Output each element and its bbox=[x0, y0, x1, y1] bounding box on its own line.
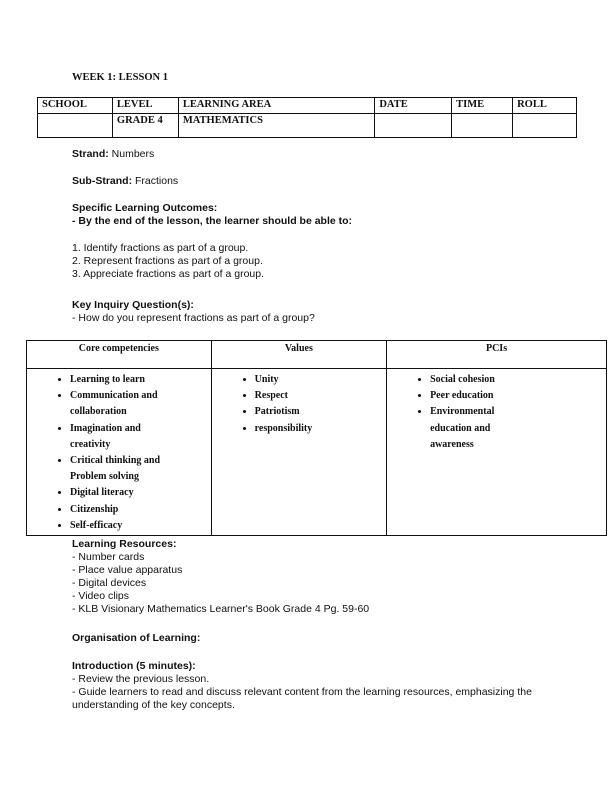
competencies-table bbox=[26, 340, 607, 536]
value-level: GRADE 4 bbox=[112, 114, 178, 138]
pci-item: • Environmental education and awareness bbox=[430, 404, 505, 453]
sub-strand bbox=[72, 175, 178, 188]
sub-strand-label: Sub-Strand: bbox=[72, 175, 133, 187]
resource-item: - Number cards bbox=[72, 551, 145, 563]
introduction-item: - Review the previous lesson. bbox=[72, 673, 210, 685]
core-competency-item: • Self-efficacy bbox=[70, 518, 182, 534]
header-row bbox=[38, 98, 577, 114]
header-values: Values bbox=[211, 341, 386, 369]
value-item: • Respect bbox=[255, 388, 385, 404]
core-competency-item: • Digital literacy bbox=[70, 485, 182, 501]
header-level: LEVEL bbox=[112, 98, 178, 114]
introduction-item: - Guide learners to read and discuss relevant content from the learning resources, emphasizing the understanding of the key concepts. bbox=[72, 686, 532, 711]
header-time: TIME bbox=[452, 98, 513, 114]
resource-item: - Video clips bbox=[72, 590, 130, 602]
value-item: • responsibility bbox=[255, 421, 385, 437]
specific-learning-outcomes bbox=[72, 202, 352, 228]
header-learning-area: LEARNING AREA bbox=[178, 98, 375, 114]
core-competency-item: • Citizenship bbox=[70, 502, 182, 518]
header-pcis: PCIs bbox=[387, 341, 607, 369]
lesson-header-table bbox=[37, 97, 577, 138]
slo-intro: - By the end of the lesson, the learner should be able to: bbox=[72, 215, 353, 227]
strand-value: Numbers bbox=[108, 148, 155, 160]
strand-label: Strand: bbox=[72, 148, 109, 160]
value-roll bbox=[513, 114, 577, 138]
outcomes-list bbox=[72, 242, 264, 281]
slo-heading: Specific Learning Outcomes: bbox=[72, 202, 218, 214]
value-item: • Unity bbox=[255, 372, 385, 388]
header-school: SCHOOL bbox=[38, 98, 113, 114]
organisation-heading: Organisation of Learning: bbox=[72, 632, 201, 644]
value-item: • Patriotism bbox=[255, 404, 385, 420]
resource-item: - KLB Visionary Mathematics Learner's Book Grade 4 Pg. 59-60 bbox=[72, 603, 370, 615]
kiq-heading: Key Inquiry Question(s): bbox=[72, 299, 194, 311]
value-date bbox=[375, 114, 452, 138]
header-core-competencies: Core competencies bbox=[27, 341, 212, 369]
outcome-item: 2. Represent fractions as part of a group. bbox=[72, 255, 263, 267]
core-competency-item: • Learning to learn bbox=[70, 372, 182, 388]
resource-item: - Digital devices bbox=[72, 577, 147, 589]
core-competency-item: • Critical thinking and Problem solving bbox=[70, 453, 182, 485]
competencies-body-row bbox=[27, 369, 607, 536]
core-competency-item: • Communication and collaboration bbox=[70, 388, 182, 420]
competencies-header-row bbox=[27, 341, 607, 369]
resource-item: - Place value apparatus bbox=[72, 564, 183, 576]
introduction-heading: Introduction (5 minutes): bbox=[72, 660, 196, 672]
core-competency-item: • Imagination and creativity bbox=[70, 421, 182, 453]
values-cell bbox=[211, 369, 386, 536]
value-time bbox=[452, 114, 513, 138]
sub-strand-value: Fractions bbox=[132, 175, 179, 187]
pcis-cell bbox=[387, 369, 607, 536]
organisation-of-learning bbox=[72, 632, 200, 645]
kiq-item: - How do you represent fractions as part of a group? bbox=[72, 312, 315, 324]
header-date: DATE bbox=[375, 98, 452, 114]
core-competencies-cell bbox=[27, 369, 212, 536]
lesson-title: WEEK 1: LESSON 1 bbox=[72, 72, 168, 83]
value-school bbox=[38, 114, 113, 138]
value-learning-area: MATHEMATICS bbox=[178, 114, 375, 138]
resources-heading: Learning Resources: bbox=[72, 538, 177, 550]
pci-item: • Peer education bbox=[430, 388, 505, 404]
pci-item: • Social cohesion bbox=[430, 372, 505, 388]
values-row bbox=[38, 114, 577, 138]
outcome-item: 3. Appreciate fractions as part of a group. bbox=[72, 268, 265, 280]
introduction-section bbox=[72, 660, 552, 712]
key-inquiry-questions bbox=[72, 299, 315, 325]
header-roll: ROLL bbox=[513, 98, 577, 114]
learning-resources bbox=[72, 538, 369, 616]
outcome-item: 1. Identify fractions as part of a group. bbox=[72, 242, 249, 254]
strand bbox=[72, 148, 154, 161]
